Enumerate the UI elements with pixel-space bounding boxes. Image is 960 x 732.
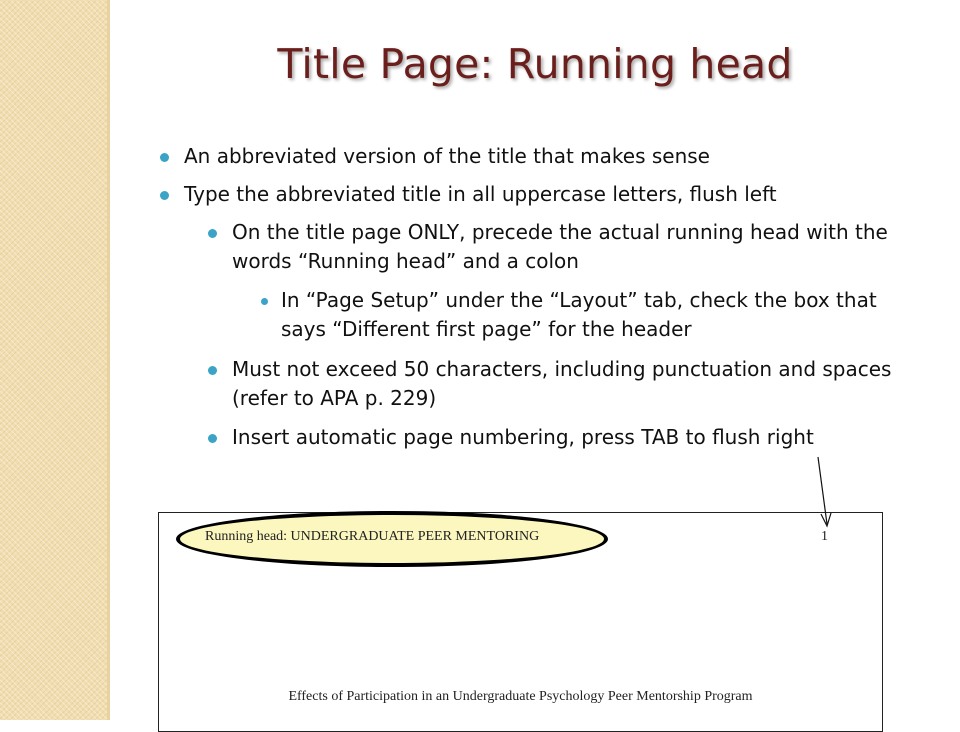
- sub-bullet-item: [232, 218, 900, 276]
- bullet-item: [184, 142, 904, 171]
- bullet-item: [184, 180, 904, 209]
- bullet-text: In “Page Setup” under the “Layout” tab, check the box that says “Different first page” for the header: [281, 288, 877, 341]
- paper-title: Effects of Participation in an Undergraduate Psychology Peer Mentorship Program: [288, 689, 753, 704]
- sub-bullet-item: [232, 355, 900, 413]
- side-band-edge: [107, 0, 110, 720]
- bullet-dot-icon: [208, 434, 217, 443]
- bullet-dot-icon: [208, 366, 217, 375]
- running-head-text: Running head: UNDERGRADUATE PEER MENTORING: [205, 529, 540, 544]
- bullet-text: Type the abbreviated title in all uppercase letters, flush left: [184, 182, 777, 206]
- bullet-dot-icon: [261, 298, 268, 305]
- bullet-dot-icon: [208, 229, 217, 238]
- bullet-text: An abbreviated version of the title that makes sense: [184, 144, 710, 168]
- bullet-text: On the title page ONLY, precede the actual running head with the words “Running head” and a colon: [232, 220, 888, 273]
- sub-bullet-item: [232, 423, 900, 452]
- page-number: 1: [821, 529, 828, 544]
- bullet-text: Must not exceed 50 characters, including punctuation and spaces (refer to APA p. 229): [232, 357, 892, 410]
- slide-title: Title Page: Running head: [277, 40, 793, 88]
- bullet-text: Insert automatic page numbering, press TAB to flush right: [232, 425, 814, 449]
- bullet-dot-icon: [160, 153, 169, 162]
- bullet-dot-icon: [160, 191, 169, 200]
- decorative-side-band: [0, 0, 107, 720]
- sub-sub-bullet-item: [281, 286, 901, 344]
